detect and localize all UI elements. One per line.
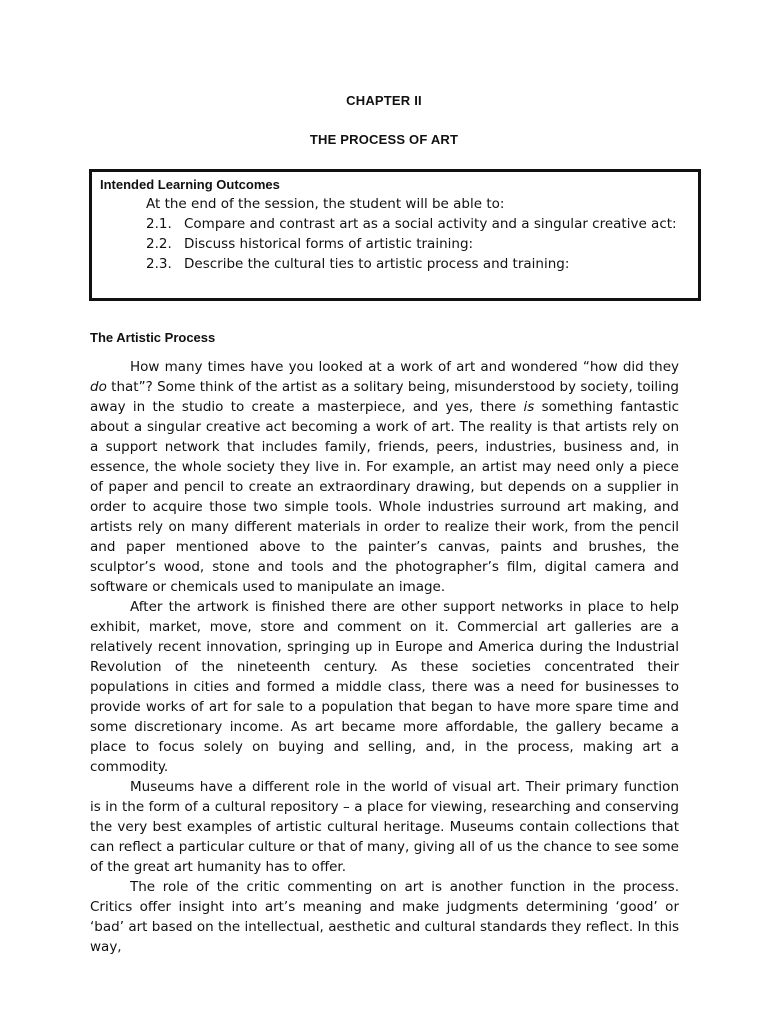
learning-outcomes-heading: Intended Learning Outcomes xyxy=(100,177,280,192)
paragraph: The role of the critic commenting on art is another function in the process. Critics offer insight into art’s meaning and make judgments determining ‘good’ or ‘bad’ art based on the intellectual, aesthetic and cultural standards they reflect. In this way, xyxy=(90,879,679,955)
learning-outcomes-intro: At the end of the session, the student will be able to: xyxy=(146,196,505,212)
chapter-label: CHAPTER II xyxy=(346,93,422,108)
list-item xyxy=(146,234,690,254)
learning-outcomes-list xyxy=(100,214,690,274)
outcome-number: 2.3. xyxy=(146,256,172,272)
paragraph: After the artwork is finished there are other support networks in place to help exhibit, market, move, store and comment on it. Commercial art galleries are a relatively recent innovation, springing up in Europe and America during the Industrial Revolution of the nineteenth century. As these societies concentrated their populations in cities and formed a middle class, there was a need for businesses to provide works of art for sale to a population that began to have more spare time and some discretionary income. As art became more affordable, the gallery became a place to focus solely on buying and selling, and, in the process, making art a commodity. xyxy=(90,599,679,775)
outcome-number: 2.1. xyxy=(146,216,172,232)
list-item xyxy=(146,214,690,234)
paragraph-text: How many times have you looked at a work of art and wondered “how did they xyxy=(130,359,679,375)
section-body xyxy=(90,357,679,957)
outcome-text: Discuss historical forms of artistic training: xyxy=(184,236,474,252)
learning-outcomes-box xyxy=(89,169,701,301)
paragraph: Museums have a different role in the world of visual art. Their primary function is in the form of a cultural repository – a place for viewing, researching and conserving the very best examples of artistic cultural heritage. Museums contain collections that can reflect a particular culture or that of many, giving all of us the chance to see some of the great art humanity has to offer. xyxy=(90,779,679,875)
emphasis-text: do xyxy=(90,379,107,395)
paragraph-text: something fantastic about a singular creative act becoming a work of art. The reality is that artists rely on a support network that includes family, friends, peers, industries, business and, in essence, the whole society they live in. For example, an artist may need only a piece of paper and pencil to create an extraordinary drawing, but depends on a supplier in order to acquire those two simple tools. Whole industries surround art making, and artists rely on many different materials in order to realize their work, from the pencil and paper mentioned above to the painter’s canvas, paints and brushes, the sculptor’s wood, stone and tools and the photographer’s film, digital camera and software or chemicals used to manipulate an image. xyxy=(90,399,679,595)
outcome-number: 2.2. xyxy=(146,236,172,252)
section-heading: The Artistic Process xyxy=(90,330,216,345)
outcome-text: Describe the cultural ties to artistic process and training: xyxy=(184,256,570,272)
paragraph-text: that”? Some think of the artist as a solitary being, misunderstood by society, toiling away in the studio to create a masterpiece, and yes, there xyxy=(90,379,679,415)
list-item xyxy=(146,254,690,274)
emphasis-text: is xyxy=(523,399,535,415)
paragraph xyxy=(90,357,679,597)
outcome-text: Compare and contrast art as a social activity and a singular creative act: xyxy=(184,216,677,232)
chapter-title: THE PROCESS OF ART xyxy=(309,132,459,147)
